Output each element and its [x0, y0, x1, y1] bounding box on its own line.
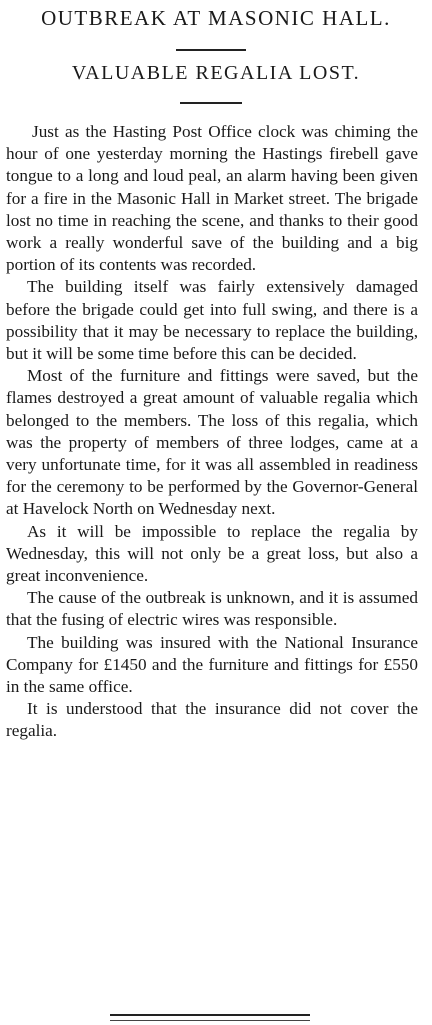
headline: OUTBREAK AT MASONIC HALL.	[41, 6, 391, 30]
article-end-rule	[110, 1014, 310, 1021]
paragraph-fire-alarm: Just as the Hasting Post Office clock was chiming the hour of one yesterday morning the Hastings firebell gave tongue to a long and loud peal, an alarm having been given for a fire in the Masonic Hall in Market street. The brigade lost no time in reaching the scene, and thanks to their good work a really wonderful save of the building and a big portion of its contents was recorded.	[6, 122, 418, 275]
paragraph-replacement: As it will be impossible to replace the regalia by Wednesday, this will not only be a great loss, but also a great inconvenience.	[6, 521, 418, 586]
paragraph-cause: The cause of the outbreak is unknown, and it is assumed that the fusing of electric wires was responsible.	[6, 588, 418, 630]
article-body	[6, 121, 418, 743]
paragraph-regalia-loss: Most of the furniture and fittings were saved, but the flames destroyed a great amount of valuable regalia which belonged to the members. The loss of this regalia, which was the property of members of three lodges, came at a very unfortunate time, for it was all assembled in readiness for the ceremony to be performed by the Governor-General at Havelock North on Wednesday next.	[6, 366, 418, 519]
paragraph-insurance-regalia: It is understood that the insurance did not cover the regalia.	[6, 699, 418, 741]
subheadline: VALUABLE REGALIA LOST.	[71, 62, 361, 84]
subheadline-divider	[180, 102, 242, 104]
paragraph-insurance: The building was insured with the National Insurance Company for £1450 and the furniture and fittings for £550 in the same office.	[6, 632, 418, 697]
headline-divider	[176, 49, 246, 51]
paragraph-building-damage: The building itself was fairly extensively damaged before the brigade could get into full swing, and there is a possibility that it may be necessary to replace the building, but it will be some time before this can be decided.	[6, 277, 418, 364]
